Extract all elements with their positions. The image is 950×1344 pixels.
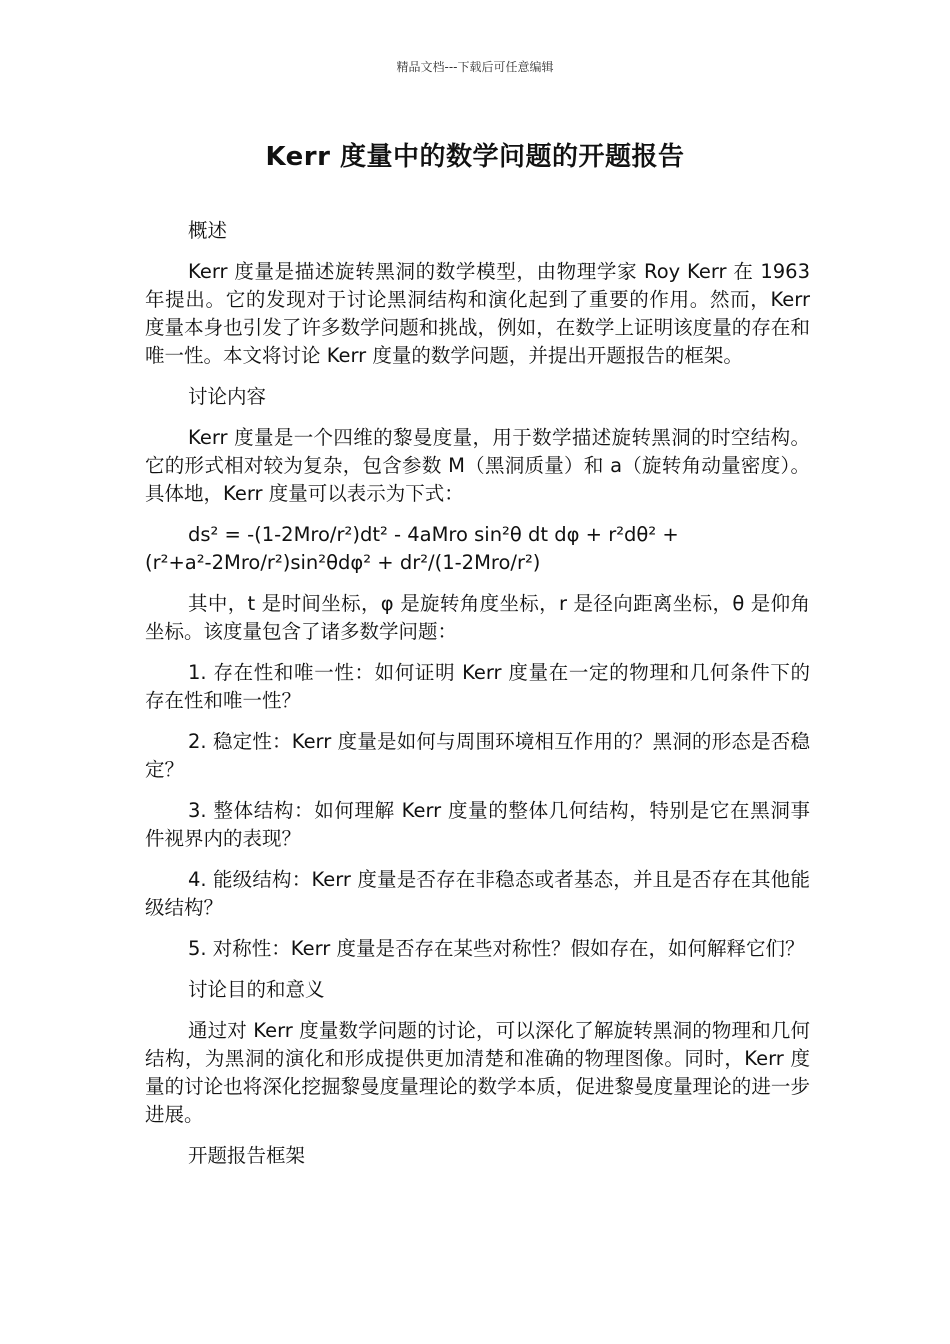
list-item-stability: 2. 稳定性：Kerr 度量是如何与周围环境相互作用的？黑洞的形态是否稳定？	[145, 730, 810, 781]
list-item-global-structure: 3. 整体结构：如何理解 Kerr 度量的整体几何结构，特别是它在黑洞事件视界内的表现？	[145, 799, 810, 850]
section-heading-overview: 概述	[188, 219, 228, 242]
paragraph-overview: Kerr 度量是描述旋转黑洞的数学模型，由物理学家 Roy Kerr 在 1963 年提出。它的发现对于讨论黑洞结构和演化起到了重要的作用。然而，Kerr 度量本身也引发了许多数学问题和挑战，例如，在数学上证明该度量的存在和唯一性。本文将讨论 Kerr 度量的数学问题，并提出开题报告的框架。	[145, 260, 810, 367]
list-item-existence: 1. 存在性和唯一性：如何证明 Kerr 度量在一定的物理和几何条件下的存在性和唯一性？	[145, 661, 810, 712]
list-item-energy-levels: 4. 能级结构：Kerr 度量是否存在非稳态或者基态，并且是否存在其他能级结构？	[145, 868, 810, 919]
paragraph-purpose: 通过对 Kerr 度量数学问题的讨论，可以深化了解旋转黑洞的物理和几何结构，为黑洞的演化和形成提供更加清楚和准确的物理图像。同时，Kerr 度量的讨论也将深化挖掘黎曼度量理论的数学本质，促进黎曼度量理论的进一步进展。	[145, 1019, 810, 1126]
section-heading-discussion: 讨论内容	[188, 385, 267, 408]
paragraph-coordinates: 其中，t 是时间坐标，φ 是旋转角度坐标，r 是径向距离坐标，θ 是仰角坐标。该度量包含了诸多数学问题：	[145, 592, 810, 643]
paragraph-metric-intro: Kerr 度量是一个四维的黎曼度量，用于数学描述旋转黑洞的时空结构。它的形式相对较为复杂，包含参数 M（黑洞质量）和 a（旋转角动量密度）。具体地，Kerr 度量可以表示为下式：	[145, 426, 810, 505]
document-body	[145, 217, 810, 1183]
document-title: Kerr 度量中的数学问题的开题报告	[265, 142, 685, 172]
section-heading-purpose: 讨论目的和意义	[188, 978, 325, 1001]
section-heading-framework: 开题报告框架	[188, 1144, 306, 1167]
header-note: 精品文档---下载后可任意编辑	[396, 60, 554, 74]
metric-formula: ds² = -(1-2Mro/r²)dt² - 4aMro sin²θ dt dφ + r²dθ² + (r²+a²-2Mro/r²)sin²θdφ² + dr²/(1-2Mro/r²)	[145, 523, 679, 574]
list-item-symmetry: 5. 对称性：Kerr 度量是否存在某些对称性？假如存在，如何解释它们？	[188, 937, 805, 960]
